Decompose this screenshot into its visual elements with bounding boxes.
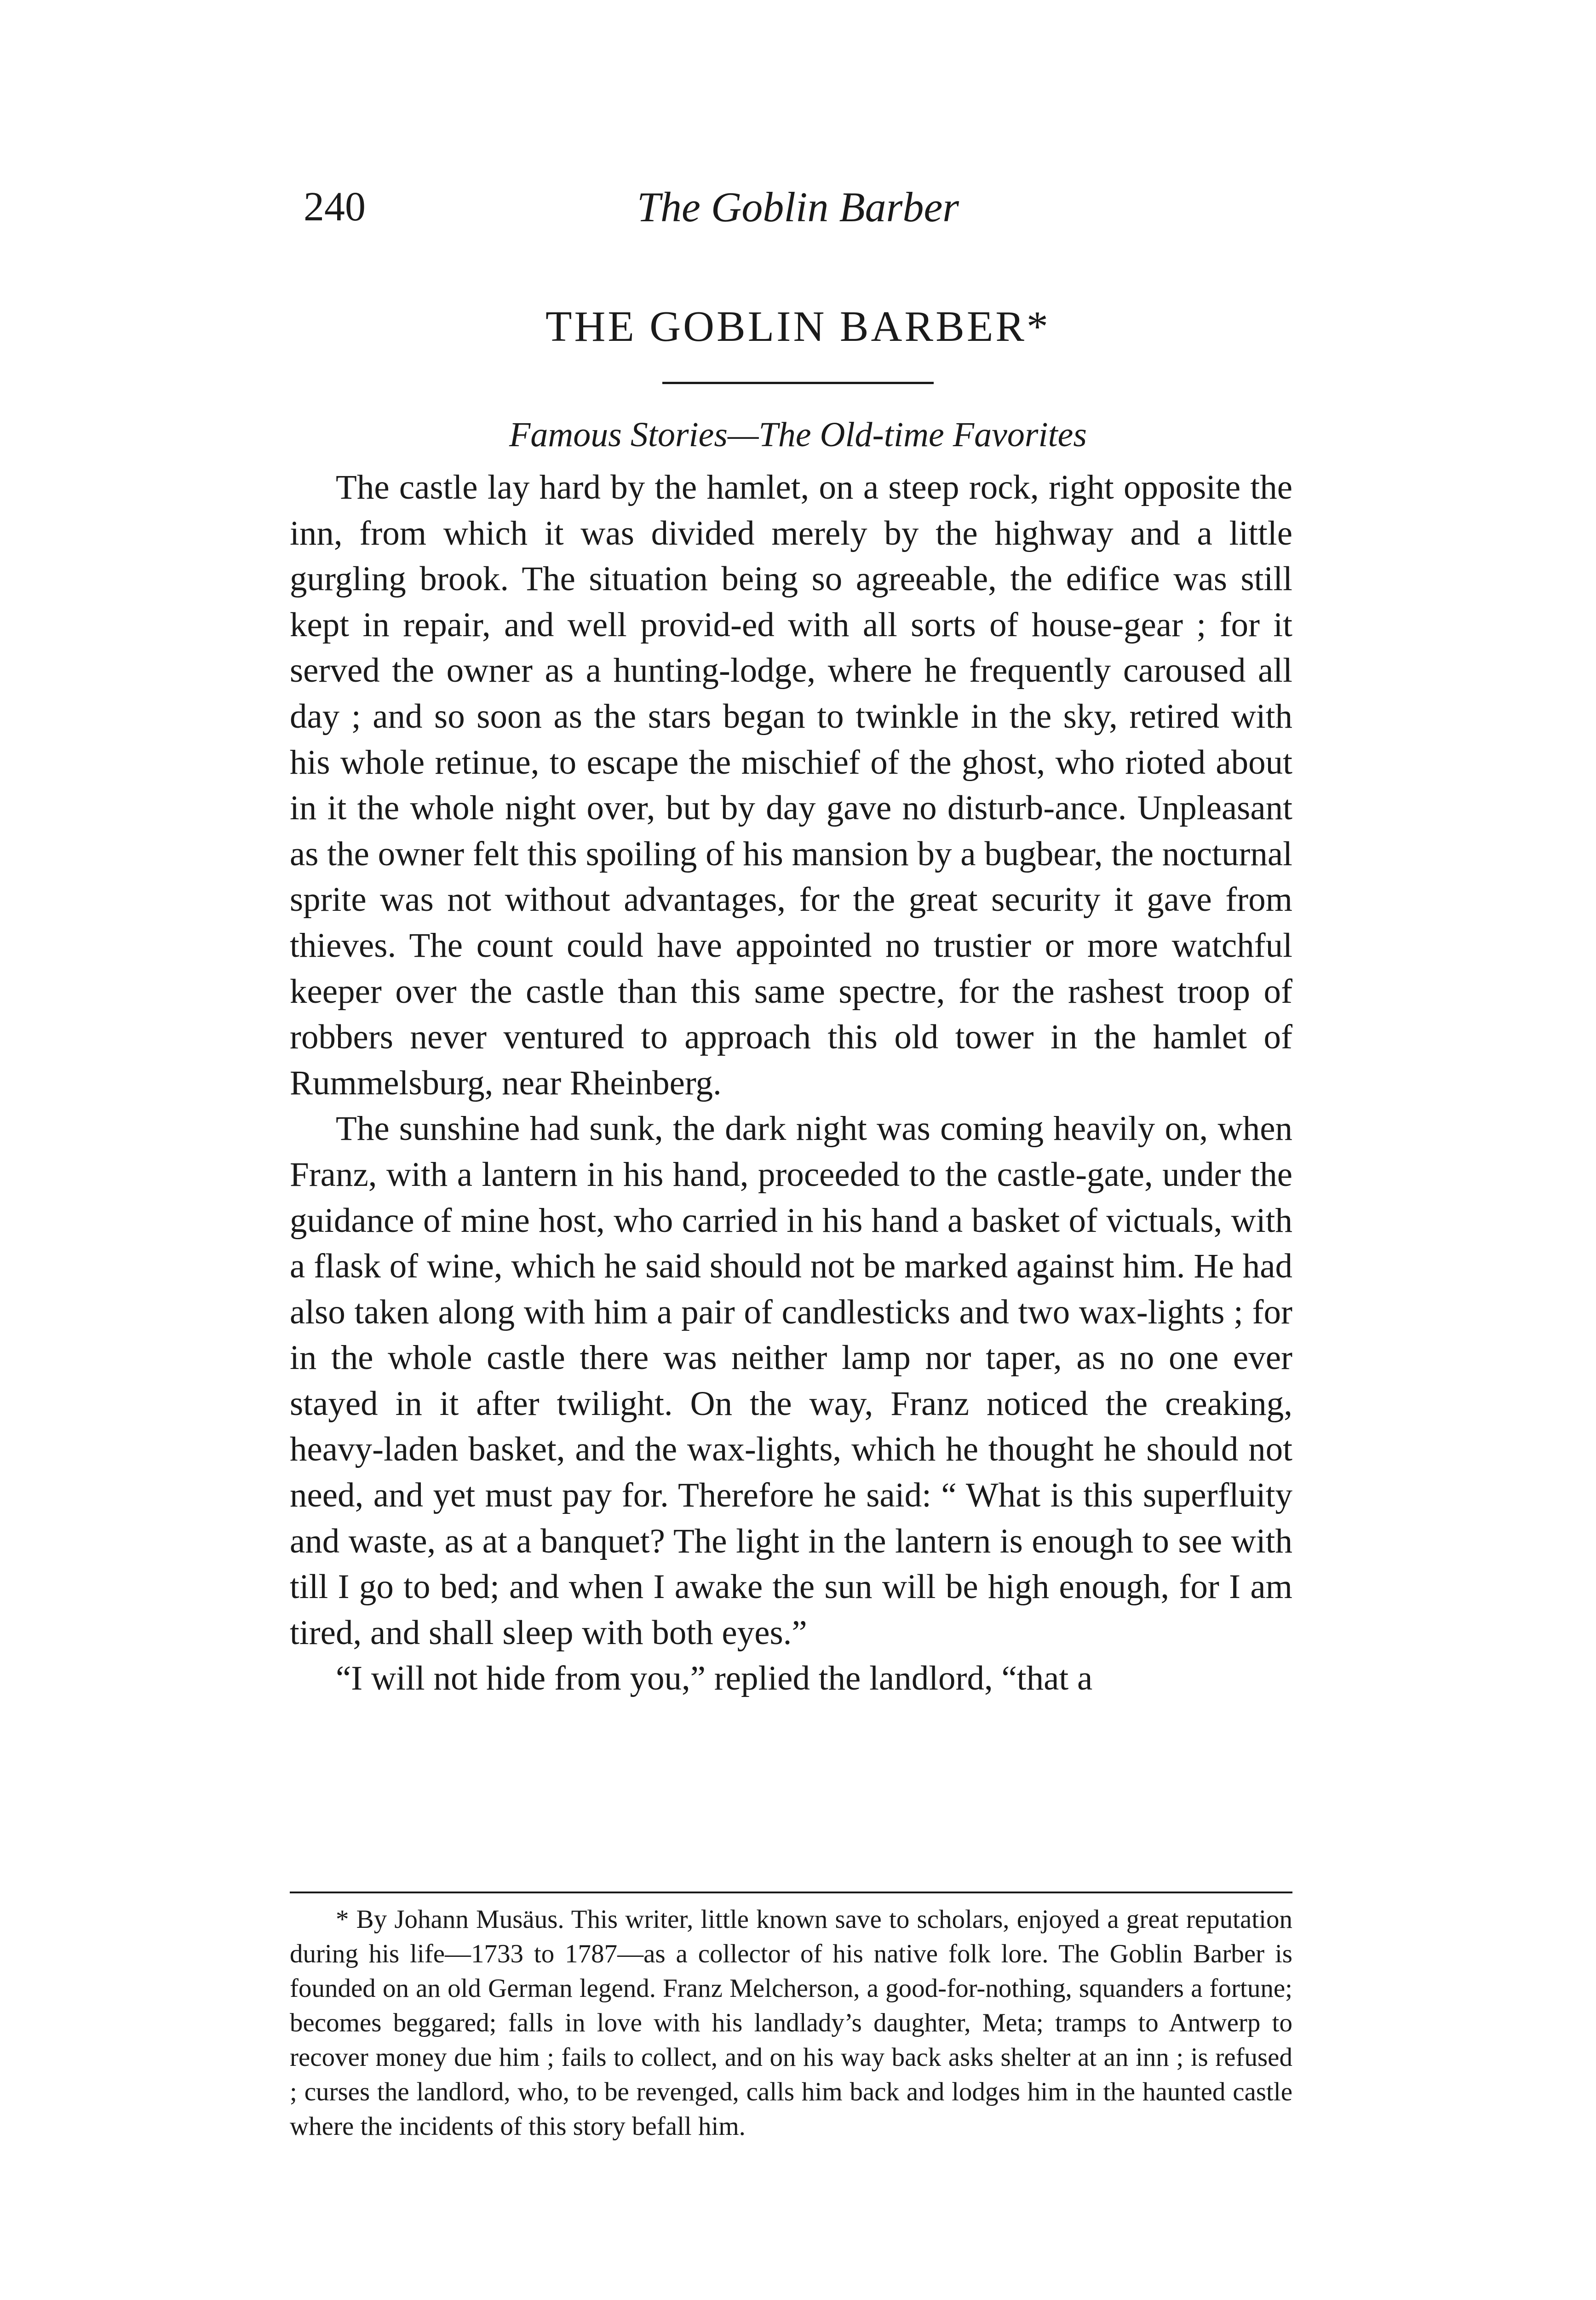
chapter-title: THE GOBLIN BARBER* — [545, 303, 1051, 351]
paragraph: The castle lay hard by the hamlet, on a steep rock, right opposite the inn, from which it was divided merely by the highway and a little gurgling brook. The situation being so agreeable, the edifice was still kept in repair, and well provid-ed with all sorts of house-gear ; for it served the owner as a hunting-lodge, where he frequently caroused all day ; and so soon as the stars began to twinkle in the sky, retired with his whole retinue, to escape the mischief of the ghost, who rioted about in it the whole night over, but by day gave no disturb-ance. Unpleasant as the owner felt this spoiling of his mansion by a bugbear, the nocturnal sprite was not without advantages, for the great security it gave from thieves. The count could have appointed no trustier or more watchful keeper over the castle than this same spectre, for the rashest troop of robbers never ventured to approach this old tower in the hamlet of Rummelsburg, near Rheinberg. — [290, 468, 1292, 1102]
running-title: The Goblin Barber — [637, 184, 959, 230]
body-text — [290, 465, 1292, 1702]
title-rule — [662, 382, 934, 384]
running-head — [0, 182, 1596, 232]
paragraph: The sunshine had sunk, the dark night was coming heavily on, when Franz, with a lantern in his hand, proceeded to the castle-gate, under the guidance of mine host, who carried in his hand a basket of victuals, with a flask of wine, which he said should not be marked against him. He had also taken along with him a pair of candlesticks and two wax-lights ; for in the whole castle there was neither lamp nor taper, as no one ever stayed in it after twilight. On the way, Franz noticed the creaking, heavy-laden basket, and the wax-lights, which he thought he should not need, and yet must pay for. Therefore he said: “ What is this superfluity and waste, as at a banquet? The light in the lantern is enough to see with till I go to bed; and when I awake the sun will be high enough, for I am tired, and shall sleep with both eyes.” — [290, 1110, 1292, 1652]
footnote — [290, 1902, 1292, 2144]
chapter-subtitle: Famous Stories—The Old-time Favorites — [509, 415, 1087, 454]
paragraph: “I will not hide from you,” replied the landlord, “that a — [336, 1659, 1093, 1698]
footnote-rule — [290, 1892, 1292, 1893]
footnote-text: * By Johann Musäus. This writer, little known save to scholars, enjoyed a great reputation during his life—1733 to 1787—as a collector of his native folk lore. The Goblin Barber is founded on an old German legend. Franz Melcherson, a good-for-nothing, squanders a fortune; becomes beggared; falls in love with his landlady’s daughter, Meta; tramps to Antwerp to recover money due him ; fails to collect, and on his way back asks shelter at an inn ; is refused ; curses the landlord, who, to be revenged, calls him back and lodges him in the haunted castle where the incidents of this story befall him. — [290, 1905, 1292, 2141]
page-number: 240 — [304, 184, 366, 230]
